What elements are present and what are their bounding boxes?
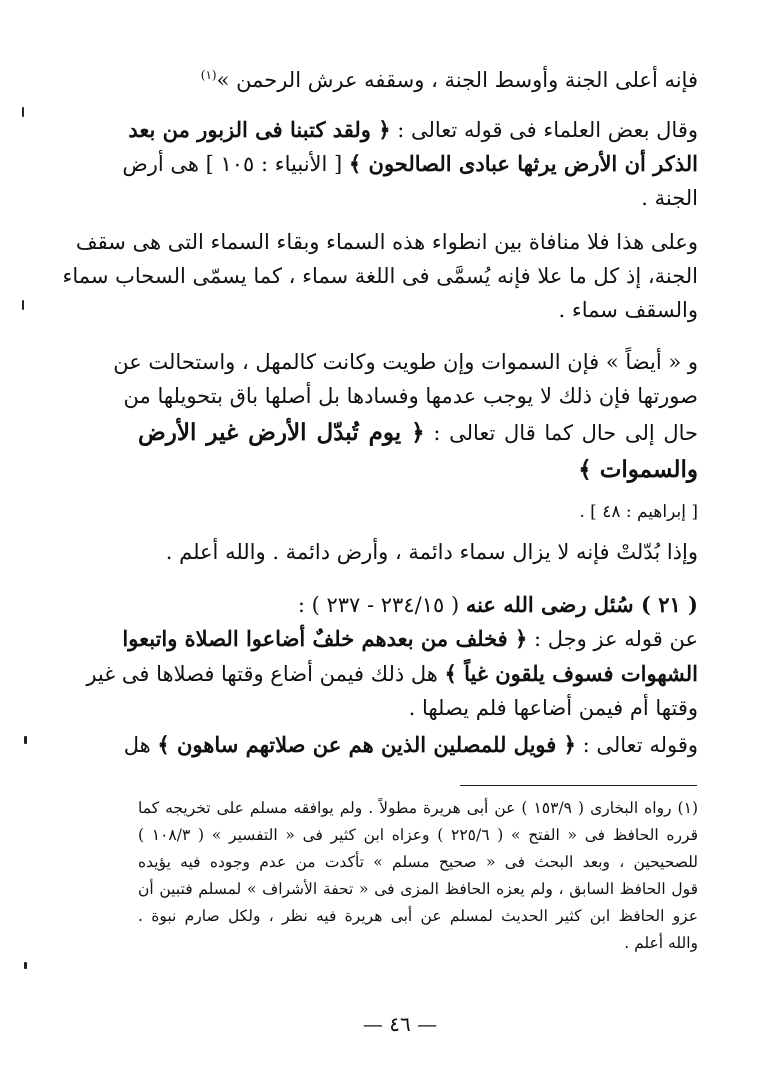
footnote-line bbox=[138, 850, 698, 874]
line-text: [ الأنبياء : ١٠٥ ] هى أرض bbox=[122, 152, 349, 176]
margin-mark bbox=[24, 962, 27, 969]
margin-mark bbox=[22, 300, 24, 310]
line-text: والسقف سماء . bbox=[558, 298, 698, 322]
line-text: قول الحافظ السابق ، ولم يعزه الحافظ المزى فى « تحفة الأشراف » لمسلم فتبين أن bbox=[138, 880, 698, 898]
footnote-ref: (١) bbox=[200, 68, 217, 82]
line-text: [ إبراهيم : ٤٨ ] . bbox=[579, 502, 698, 522]
line-text: وقال بعض العلماء فى قوله تعالى : bbox=[390, 118, 698, 142]
line-text: الجنة . bbox=[641, 186, 698, 210]
footnote-line bbox=[624, 931, 698, 955]
footnote-line bbox=[138, 796, 698, 820]
line-text: هل bbox=[123, 733, 158, 757]
line-text: هل ذلك فيمن أضاع وقتها فصلاها فى غير bbox=[86, 662, 445, 686]
footnote-line bbox=[138, 877, 698, 901]
line-text: الجنة، إذ كل ما علا فإنه يُسمَّى فى اللغة سماء ، كما يسمّى السحاب سماء bbox=[62, 264, 698, 288]
line-text: عزو الحافظ ابن كثير الحديث لمسلم عن أبى هريرة فيه نظر ، ولكل صارم نبوة . bbox=[138, 907, 698, 925]
margin-mark bbox=[24, 736, 27, 744]
line-text: و « أيضاً » فإن السموات وإن طويت وكانت كالمهل ، واستحالت عن bbox=[113, 350, 698, 374]
quran-verse: ﴿ ولقد كتبنا فى الزبور من بعد bbox=[128, 117, 391, 142]
volume-reference: ( ٢٣٤/١٥ - ٢٣٧ ) : bbox=[297, 593, 466, 617]
margin-mark bbox=[22, 107, 24, 117]
quran-verse: الشهوات فسوف يلقون غياً ﴾ bbox=[444, 661, 698, 686]
footnote-line bbox=[138, 823, 698, 847]
line-text: قرره الحافظ فى « الفتح » ( ٢٢٥/٦ ) وعزاه ابن كثير فى « التفسير » ( ١٠٨/٣ ) bbox=[138, 826, 698, 844]
line-text: وقوله تعالى : bbox=[575, 733, 698, 757]
footnote bbox=[138, 0, 698, 1000]
line-text: وقتها أم فيمن أضاعها فلم يصلها . bbox=[408, 696, 698, 720]
quran-verse: الذكر أن الأرض يرثها عبادى الصالحون ﴾ bbox=[348, 151, 698, 176]
page-number: — ٤٦ — bbox=[362, 1012, 438, 1036]
line-text: صورتها فإن ذلك لا يوجب عدمها وفسادها بل أصلها باق بتحويلها من bbox=[123, 384, 698, 408]
line-text: حال إلى حال كما قال تعالى : bbox=[424, 421, 698, 445]
line-text: فإنه أعلى الجنة وأوسط الجنة ، وسقفه عرش الرحمن » bbox=[216, 68, 698, 92]
footnote-line bbox=[138, 904, 698, 928]
line-text: وعلى هذا فلا منافاة بين انطواء هذه السماء وبقاء السماء التى هى سقف bbox=[75, 230, 698, 254]
quran-verse: ﴿ فخلف من بعدهم خلفٌ أضاعوا الصلاة واتبعوا bbox=[122, 626, 528, 651]
quran-verse: ﴿ فويل للمصلين الذين هم عن صلاتهم ساهون ﴾ bbox=[157, 732, 576, 757]
line-text: والله أعلم . bbox=[624, 934, 698, 952]
quran-verse: ﴿ يوم تُبدّل الأرض غير الأرض bbox=[138, 419, 425, 446]
line-text: (١) رواه البخارى ( ١٥٣/٩ ) عن أبى هريرة مطولاً . ولم يوافقه مسلم على تخريجه كما bbox=[138, 799, 698, 817]
line-text: وإذا بُدّلتْ فإنه لا يزال سماء دائمة ، وأرض دائمة . والله أعلم . bbox=[165, 540, 698, 564]
line-text: والسموات ﴾ bbox=[578, 456, 698, 483]
line-text: للصحيحين ، وبعد البحث فى « صحيح مسلم » تأكدت من عدم وجوده فيه يؤيده bbox=[138, 853, 698, 871]
question-title: ( ٢١ ) سُئل رضى الله عنه bbox=[465, 592, 698, 617]
line-text: عن قوله عز وجل : bbox=[527, 627, 698, 651]
